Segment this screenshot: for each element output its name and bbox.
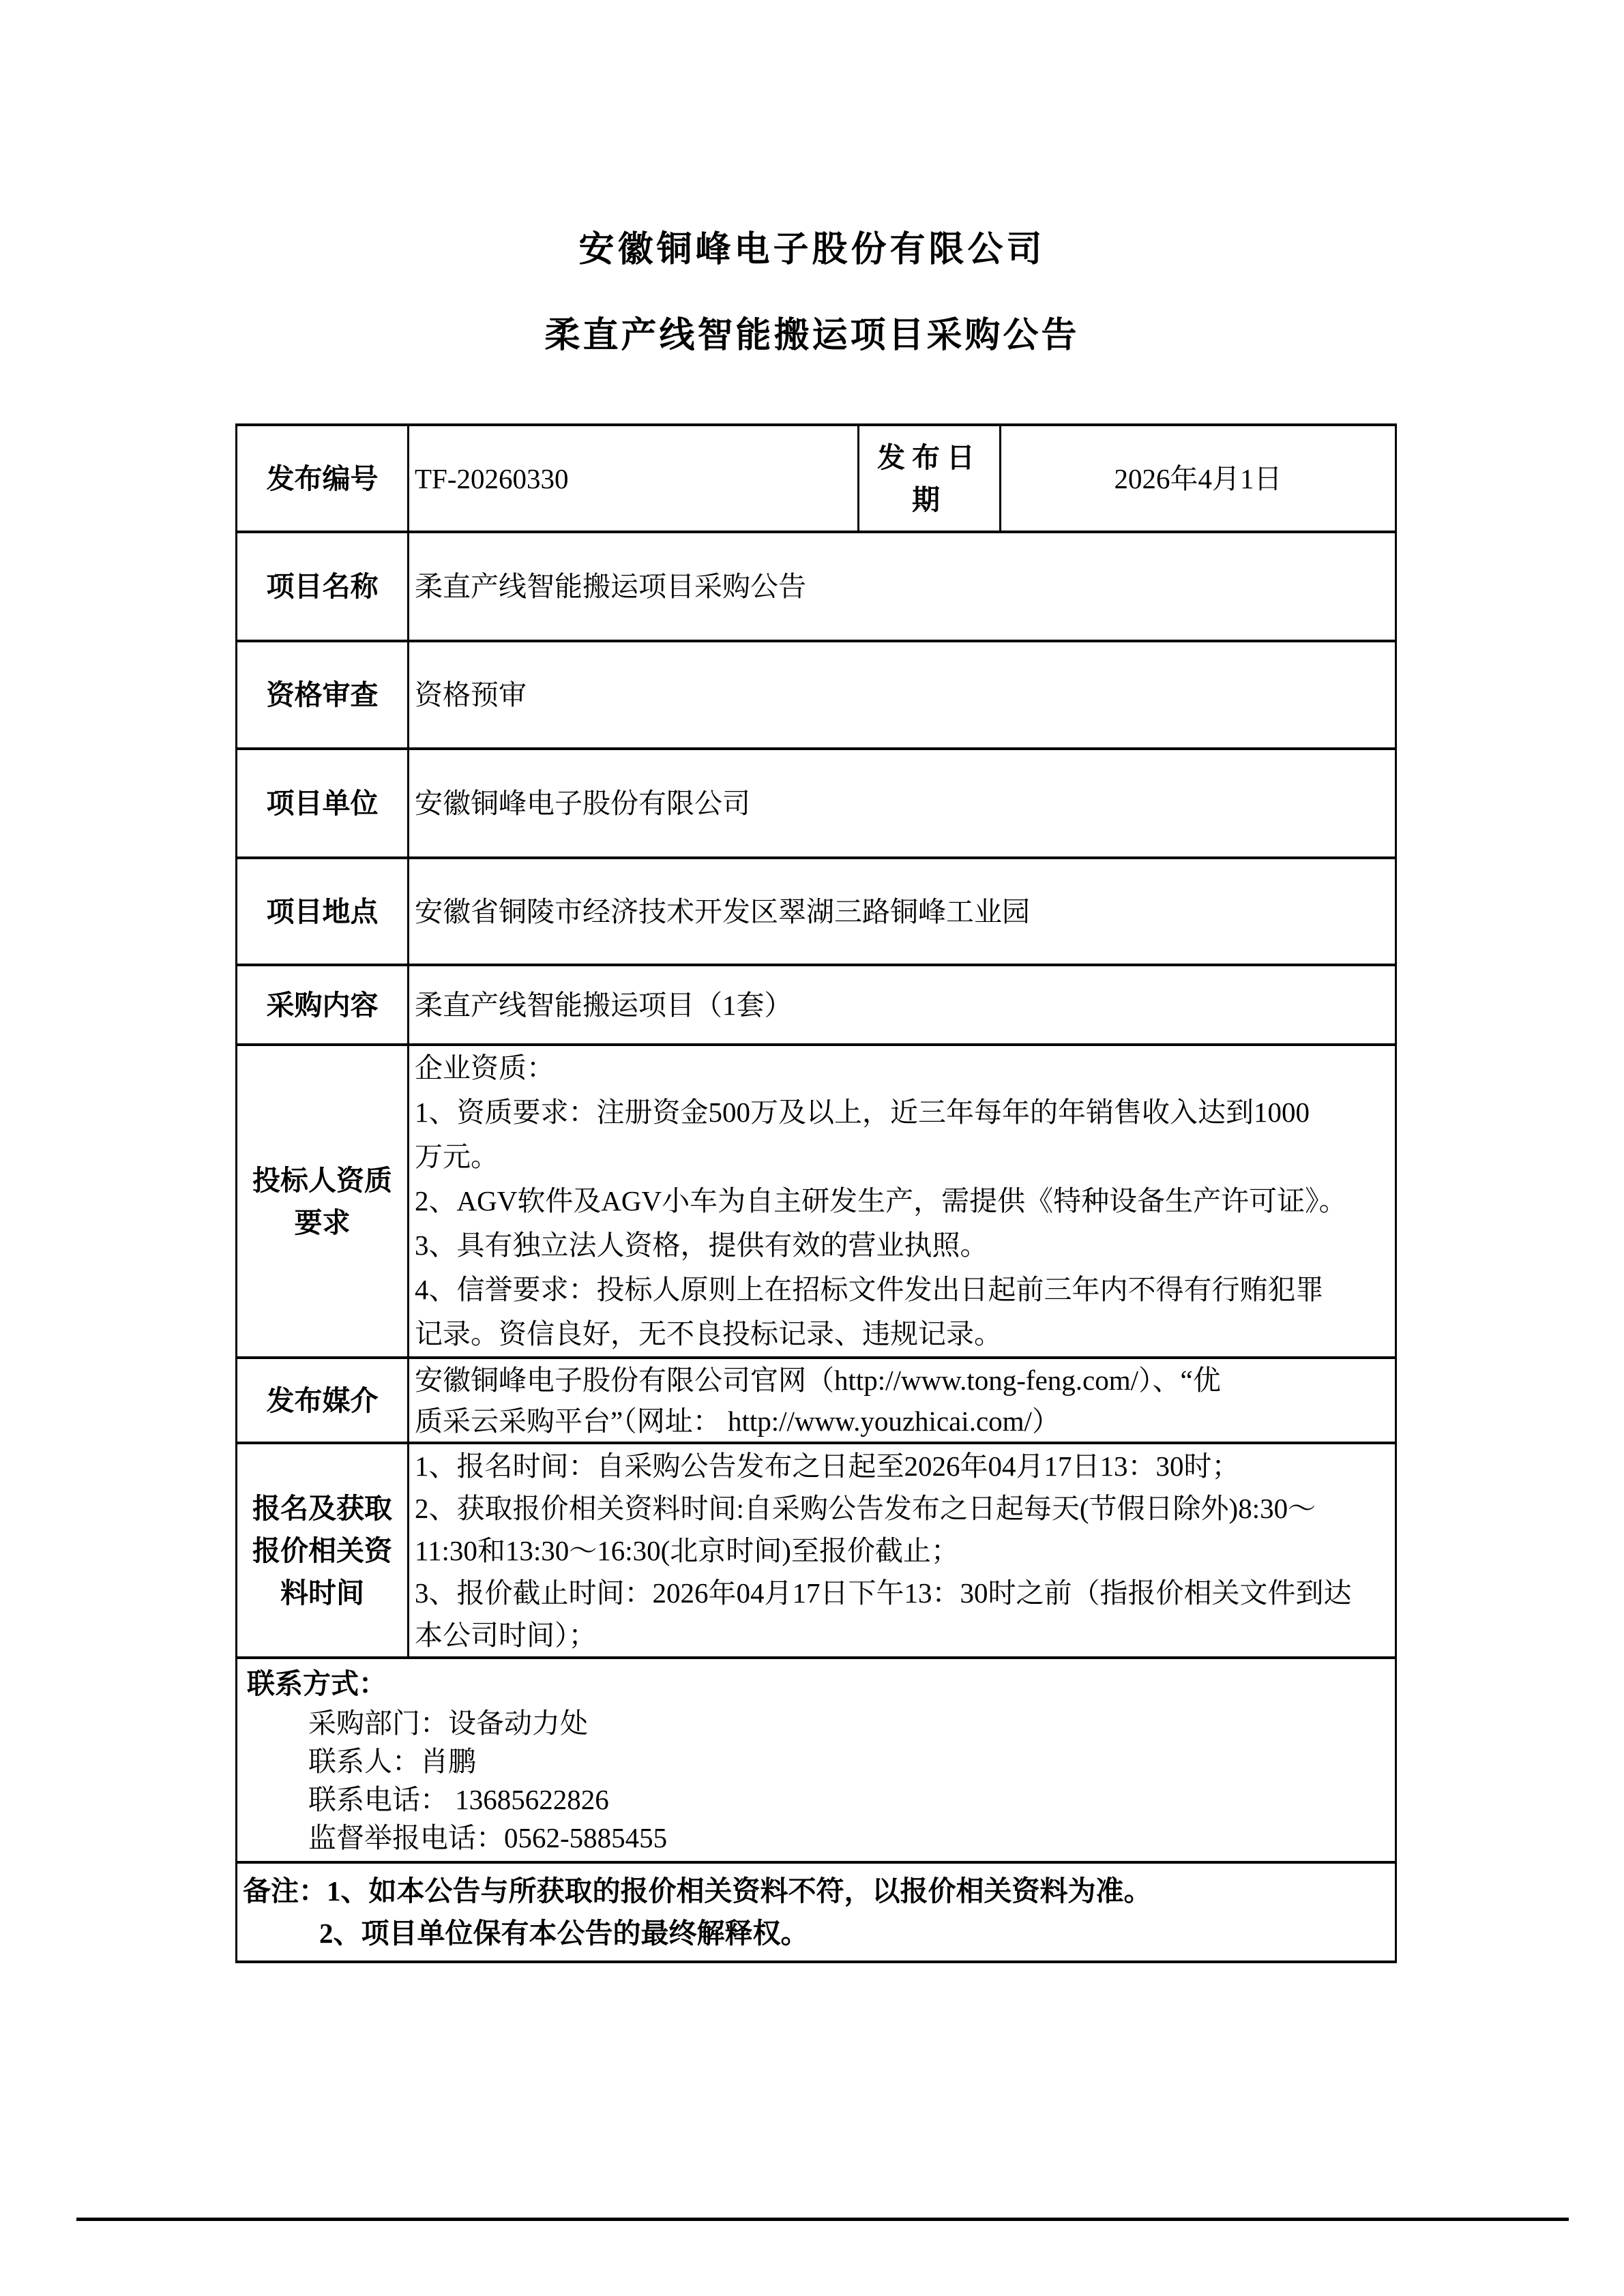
contact-phone: 联系电话： 13685622826	[308, 1784, 609, 1815]
announcement-table	[235, 423, 1397, 1963]
row-project-name	[237, 532, 1396, 641]
contact-heading: 联系方式：	[247, 1668, 387, 1699]
contact-person: 联系人：肖鹏	[308, 1746, 476, 1777]
time-line: 2、获取报价相关资料时间:自采购公告发布之日起每天(节假日除外)8:30～	[415, 1492, 1316, 1524]
time-line: 3、报价截止时间：2026年04月17日下午13：30时之前（指报价相关文件到达	[415, 1577, 1352, 1609]
procurement-content-label: 采购内容	[237, 965, 409, 1045]
qualification-line: 3、具有独立法人资格，提供有效的营业执照。	[415, 1229, 988, 1261]
project-location-label: 项目地点	[237, 858, 409, 965]
project-location-value: 安徽省铜陵市经济技术开发区翠湖三路铜峰工业园	[409, 858, 1396, 965]
project-unit-value: 安徽铜峰电子股份有限公司	[409, 749, 1396, 858]
row-project-location	[237, 858, 1396, 965]
qualification-line: 2、AGV软件及AGV小车为自主研发生产，需提供《特种设备生产许可证》。	[415, 1185, 1347, 1217]
row-registration-time	[237, 1443, 1396, 1658]
project-name-label: 项目名称	[237, 532, 409, 641]
registration-time-label	[237, 1443, 409, 1658]
row-publish-number	[237, 425, 1396, 532]
qualification-line: 4、信誉要求：投标人原则上在招标文件发出日起前三年内不得有行贿犯罪	[415, 1274, 1324, 1305]
time-line: 本公司时间）；	[415, 1619, 597, 1651]
publish-media-label: 发布媒介	[237, 1358, 409, 1443]
company-title: 安徽铜峰电子股份有限公司	[578, 230, 1046, 269]
row-project-unit	[237, 749, 1396, 858]
project-unit-label: 项目单位	[237, 749, 409, 858]
remark-line: 2、项目单位保有本公告的最终解释权。	[319, 1918, 809, 1949]
row-contact-info	[237, 1658, 1396, 1862]
qualification-review-label: 资格审查	[237, 641, 409, 749]
supervision-phone: 监督举报电话：0562-5885455	[308, 1822, 668, 1853]
publish-date-label: 发布日期	[859, 425, 1001, 532]
bidder-qualification-label-line: 要求	[294, 1206, 351, 1238]
publish-number-label: 发布编号	[237, 425, 409, 532]
footer-divider	[76, 2218, 1569, 2221]
qualification-line: 万元。	[415, 1141, 499, 1172]
media-line: 安徽铜峰电子股份有限公司官网（http://www.tong-feng.com/）、“优	[415, 1364, 1221, 1396]
contact-department: 采购部门：设备动力处	[308, 1708, 588, 1739]
qualification-line: 1、资质要求：注册资金500万及以上，近三年每年的年销售收入达到1000	[415, 1097, 1310, 1128]
project-name-value: 柔直产线智能搬运项目采购公告	[409, 532, 1396, 641]
time-line: 1、报名时间：自采购公告发布之日起至2026年04月17日13：30时；	[415, 1450, 1240, 1482]
bidder-qualification-label	[237, 1045, 409, 1358]
media-line: 质采云采购平台”（网址： http://www.youzhicai.com/）	[415, 1405, 1060, 1437]
publish-media-value	[409, 1358, 1396, 1443]
row-publish-media	[237, 1358, 1396, 1443]
row-remarks	[237, 1862, 1396, 1962]
procurement-content-value: 柔直产线智能搬运项目（1套）	[409, 965, 1396, 1045]
registration-time-value	[409, 1443, 1396, 1658]
registration-time-label-line: 报名及获取	[252, 1492, 392, 1524]
row-qualification-review	[237, 641, 1396, 749]
row-bidder-qualification	[237, 1045, 1396, 1358]
bidder-qualification-value	[409, 1045, 1396, 1358]
publish-number-value: TF-20260330	[409, 425, 859, 532]
bidder-qualification-label-line: 投标人资质	[252, 1164, 392, 1196]
qualification-line: 企业资质：	[415, 1052, 555, 1084]
remark-line: 备注：1、如本公告与所获取的报价相关资料不符，以报价相关资料为准。	[243, 1875, 1152, 1907]
announcement-title: 柔直产线智能搬运项目采购公告	[544, 316, 1080, 355]
row-procurement-content	[237, 965, 1396, 1045]
registration-time-label-line: 料时间	[280, 1577, 364, 1609]
remarks-cell	[237, 1862, 1396, 1962]
qualification-review-value: 资格预审	[409, 641, 1396, 749]
registration-time-label-line: 报价相关资	[252, 1534, 392, 1566]
contact-info-cell	[237, 1658, 1396, 1862]
time-line: 11:30和13:30～16:30(北京时间)至报价截止；	[415, 1534, 959, 1566]
publish-date-value: 2026年4月1日	[1001, 425, 1396, 532]
qualification-line: 记录。资信良好，无不良投标记录、违规记录。	[415, 1318, 1002, 1350]
